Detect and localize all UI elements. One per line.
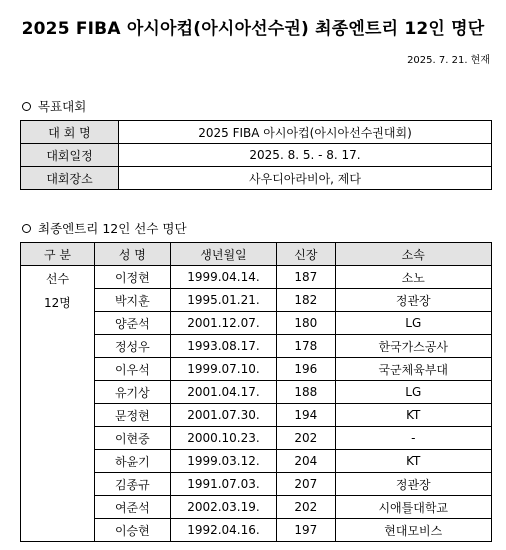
player-name: 문정현 — [94, 404, 170, 427]
player-height: 196 — [277, 358, 335, 381]
info-label: 대회장소 — [21, 167, 119, 190]
player-name: 정성우 — [94, 335, 170, 358]
player-team: - — [335, 427, 491, 450]
player-team: KT — [335, 404, 491, 427]
player-name: 김종규 — [94, 473, 170, 496]
player-height: 197 — [277, 519, 335, 542]
player-name: 하윤기 — [94, 450, 170, 473]
player-height: 194 — [277, 404, 335, 427]
player-height: 204 — [277, 450, 335, 473]
player-height: 178 — [277, 335, 335, 358]
section-final-roster — [22, 219, 187, 237]
circle-bullet-icon — [22, 224, 31, 233]
player-name: 양준석 — [94, 312, 170, 335]
player-height: 187 — [277, 266, 335, 289]
player-name: 유기상 — [94, 381, 170, 404]
info-value: 2025 FIBA 아시아컵(아시아선수권대회) — [119, 121, 492, 144]
player-name: 이정현 — [94, 266, 170, 289]
player-team: 한국가스공사 — [335, 335, 491, 358]
player-team: 현대모비스 — [335, 519, 491, 542]
player-team: KT — [335, 450, 491, 473]
player-name: 여준석 — [94, 496, 170, 519]
player-birthdate: 1991.07.03. — [170, 473, 276, 496]
player-birthdate: 1995.01.21. — [170, 289, 276, 312]
player-team: 정관장 — [335, 289, 491, 312]
player-height: 188 — [277, 381, 335, 404]
event-info-table — [20, 120, 492, 190]
category-count: 12명 — [44, 296, 71, 310]
section-heading: 목표대회 — [38, 99, 87, 114]
player-name: 이승현 — [94, 519, 170, 542]
player-height: 202 — [277, 496, 335, 519]
player-team: 소노 — [335, 266, 491, 289]
player-height: 180 — [277, 312, 335, 335]
info-value: 2025. 8. 5. - 8. 17. — [119, 144, 492, 167]
category-label: 선수 — [45, 272, 70, 286]
info-row-name — [21, 121, 492, 144]
table-row — [21, 266, 492, 289]
player-team: 국군체육부대 — [335, 358, 491, 381]
player-name: 이우석 — [94, 358, 170, 381]
player-birthdate: 1999.03.12. — [170, 450, 276, 473]
info-value: 사우디아라비아, 제다 — [119, 167, 492, 190]
section-target-event — [22, 97, 86, 115]
player-birthdate: 2001.04.17. — [170, 381, 276, 404]
category-cell — [21, 266, 95, 542]
info-label: 대 회 명 — [21, 121, 119, 144]
player-birthdate: 1992.04.16. — [170, 519, 276, 542]
player-name: 이현중 — [94, 427, 170, 450]
player-team: LG — [335, 312, 491, 335]
player-birthdate: 1999.07.10. — [170, 358, 276, 381]
document-title: 2025 FIBA 아시아컵(아시아선수권) 최종엔트리 12인 명단 — [21, 19, 485, 39]
info-label: 대회일정 — [21, 144, 119, 167]
player-birthdate: 2001.12.07. — [170, 312, 276, 335]
column-header-category: 구 분 — [21, 243, 95, 266]
column-header-birthdate: 생년월일 — [170, 243, 276, 266]
player-birthdate: 2001.07.30. — [170, 404, 276, 427]
player-name: 박지훈 — [94, 289, 170, 312]
column-header-height: 신장 — [277, 243, 335, 266]
section-heading: 최종엔트리 12인 선수 명단 — [38, 221, 187, 236]
roster-header-row — [21, 243, 492, 266]
info-row-venue — [21, 167, 492, 190]
player-height: 182 — [277, 289, 335, 312]
player-birthdate: 1993.08.17. — [170, 335, 276, 358]
column-header-team: 소속 — [335, 243, 491, 266]
player-team: 시애틀대학교 — [335, 496, 491, 519]
circle-bullet-icon — [22, 102, 31, 111]
player-birthdate: 2002.03.19. — [170, 496, 276, 519]
roster-table — [20, 242, 492, 542]
player-birthdate: 2000.10.23. — [170, 427, 276, 450]
player-birthdate: 1999.04.14. — [170, 266, 276, 289]
player-height: 202 — [277, 427, 335, 450]
info-row-schedule — [21, 144, 492, 167]
player-team: LG — [335, 381, 491, 404]
player-height: 207 — [277, 473, 335, 496]
column-header-name: 성 명 — [94, 243, 170, 266]
as-of-date: 2025. 7. 21. 현재 — [407, 55, 490, 66]
player-team: 정관장 — [335, 473, 491, 496]
